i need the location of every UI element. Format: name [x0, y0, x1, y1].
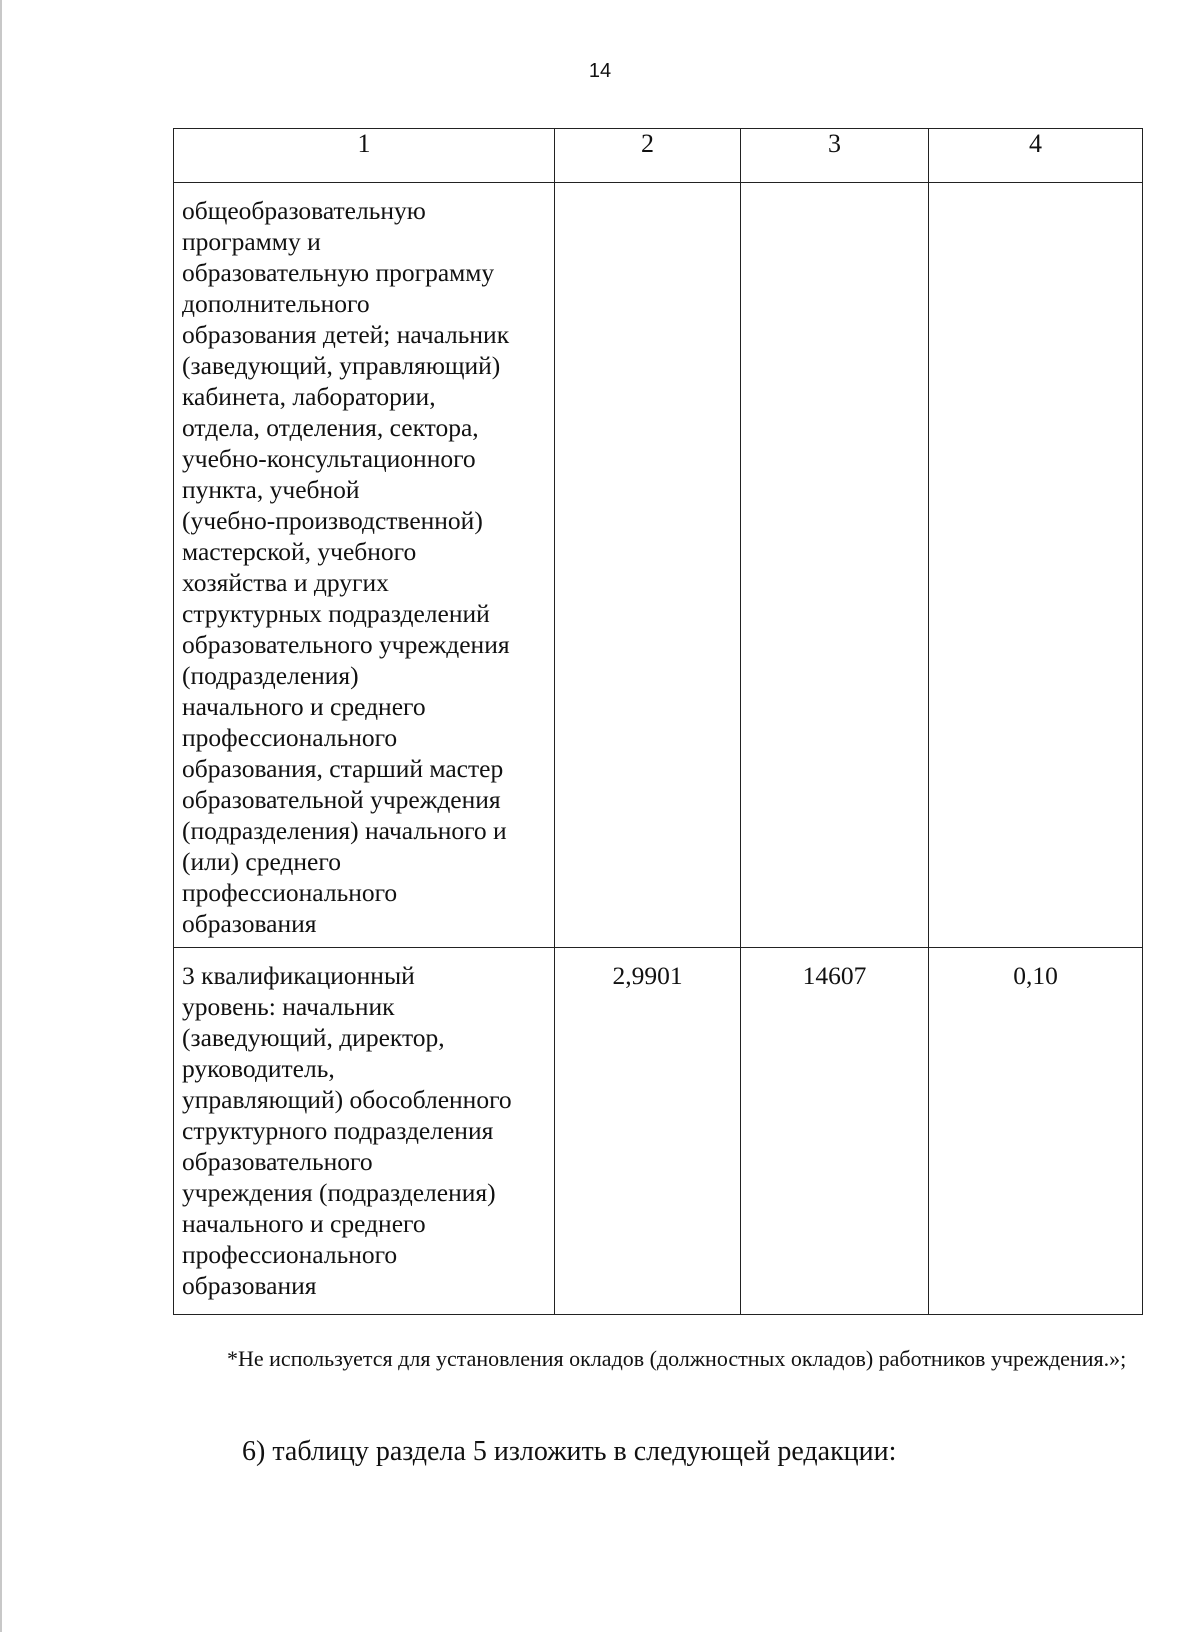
table-row: [174, 183, 1143, 948]
table-header-cell: 1: [174, 129, 555, 183]
table-cell: [555, 948, 741, 1315]
coefficient-value: 2,9901: [612, 961, 683, 990]
table-cell: [929, 183, 1143, 948]
table-header-row: [174, 129, 1143, 183]
amendment-paragraph: 6) таблицу раздела 5 изложить в следующей редакции:: [242, 1436, 897, 1467]
table-header-cell: 3: [741, 129, 929, 183]
position-description: 3 квалификационный уровень: начальник (заведующий, директор, руководитель, управляющий) обособленного структурного подразделения образовательного учреждения (подразделения) начального и среднего профессионального образования: [182, 961, 512, 1300]
table-cell-position: [174, 183, 555, 948]
salary-value: 14607: [802, 961, 867, 990]
table-cell: [929, 948, 1143, 1315]
salary-table: [173, 128, 1143, 1315]
table-cell: [741, 183, 929, 948]
scan-left-edge: [0, 0, 2, 1632]
salary-value: [741, 183, 928, 195]
table-row: [174, 948, 1143, 1315]
coefficient-value: [555, 183, 740, 195]
table-header-cell: 2: [555, 129, 741, 183]
table-cell-position: [174, 948, 555, 1315]
footnote: *Не используется для установления окладов (должностных окладов) работников учреждения.»;: [227, 1346, 1127, 1371]
increase-value: 0,10: [1013, 961, 1058, 990]
page-number: 14: [588, 60, 612, 82]
position-description: общеобразовательную программу и образовательную программу дополнительного образования детей; начальник (заведующий, управляющий) кабинета, лаборатории, отдела, отделения, сектора, учебно-консультационного пункта, учебной (учебно-производственной) мастерской, учебного хозяйства и других структурных подразделений образовательного учреждения (подразделения) начального и среднего профессионального образования, старший мастер образовательной учреждения (подразделения) начального и (или) среднего профессионального образования: [182, 196, 510, 938]
increase-value: [929, 183, 1142, 195]
table-cell: [741, 948, 929, 1315]
table-header-cell: 4: [929, 129, 1143, 183]
table-cell: [555, 183, 741, 948]
